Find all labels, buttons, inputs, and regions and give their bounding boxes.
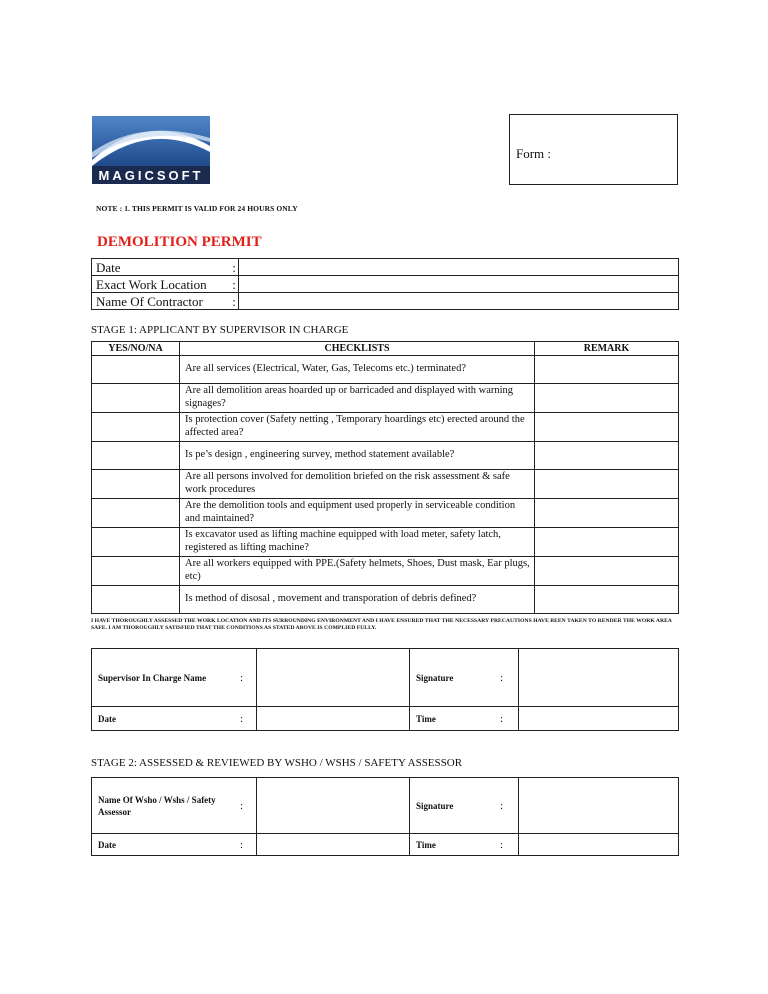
contractor-field[interactable] xyxy=(239,293,679,310)
checklist-item: Are all services (Electrical, Water, Gas, Telecoms etc.) terminated? xyxy=(180,356,535,384)
company-logo xyxy=(92,116,210,184)
date-field[interactable] xyxy=(239,259,679,276)
colon: : xyxy=(494,707,519,731)
supervisor-signature-table xyxy=(91,648,679,731)
remark-cell[interactable] xyxy=(535,384,679,413)
checklist-row xyxy=(92,384,679,413)
info-row-contractor xyxy=(92,293,679,310)
assessor-date-field[interactable] xyxy=(257,834,410,856)
checklist-item: Is method of disosal , movement and transporation of debris defined? xyxy=(180,586,535,614)
checklist-row xyxy=(92,442,679,470)
supervisor-name-field[interactable] xyxy=(257,649,410,707)
yes-no-na-header: YES/NO/NA xyxy=(92,342,180,356)
colon: : xyxy=(494,834,519,856)
colon: : xyxy=(234,707,257,731)
signature-label: Signature xyxy=(410,649,495,707)
sign-row xyxy=(92,778,679,834)
info-colon: : xyxy=(230,293,239,310)
date-time-row xyxy=(92,707,679,731)
remark-cell[interactable] xyxy=(535,442,679,470)
checklist-item: Are the demolition tools and equipment used properly in serviceable condition and maintained? xyxy=(180,499,535,528)
colon: : xyxy=(234,778,257,834)
date-label: Date xyxy=(92,707,235,731)
time-label: Time xyxy=(410,834,495,856)
work-location-field[interactable] xyxy=(239,276,679,293)
form-label: Form : xyxy=(516,146,552,161)
remark-cell[interactable] xyxy=(535,528,679,557)
time-label: Time xyxy=(410,707,495,731)
yes-no-na-cell[interactable] xyxy=(92,470,180,499)
checklist-item: Are all workers equipped with PPE.(Safety helmets, Shoes, Dust mask, Ear plugs, etc) xyxy=(180,557,535,586)
assessor-name-label: Name Of Wsho / Wshs / Safety Assessor xyxy=(92,778,235,834)
permit-title: DEMOLITION PERMIT xyxy=(97,234,262,250)
remark-cell[interactable] xyxy=(535,557,679,586)
signature-label: Signature xyxy=(410,778,495,834)
stage1-heading: STAGE 1: APPLICANT BY SUPERVISOR IN CHARGE xyxy=(91,324,349,336)
colon: : xyxy=(494,778,519,834)
remark-cell[interactable] xyxy=(535,413,679,442)
assessor-name-field[interactable] xyxy=(257,778,410,834)
yes-no-na-cell[interactable] xyxy=(92,499,180,528)
colon: : xyxy=(494,649,519,707)
colon: : xyxy=(234,834,257,856)
checklist-item: Is protection cover (Safety netting , Temporary hoardings etc) erected around the affected area? xyxy=(180,413,535,442)
yes-no-na-cell[interactable] xyxy=(92,384,180,413)
yes-no-na-cell[interactable] xyxy=(92,413,180,442)
remark-cell[interactable] xyxy=(535,586,679,614)
info-label: Exact Work Location xyxy=(92,276,231,293)
declaration-text: I HAVE THOROUGHLY ASSESSED THE WORK LOCATION AND ITS SURROUNDING ENVIRONMENT AND I HAVE ENSURED THAT THE NECESSARY PRECAUTIONS HAVE BEEN TAKEN TO RENDER THE WORK AREA SAFE. I AM THOROUGHLY SATISFIED THAT THE CONDITIONS AS STATED ABOVE IS COMPLIED FULLY. xyxy=(91,618,672,631)
yes-no-na-cell[interactable] xyxy=(92,557,180,586)
yes-no-na-cell[interactable] xyxy=(92,356,180,384)
checklist-header-row xyxy=(92,342,679,356)
remark-cell[interactable] xyxy=(535,499,679,528)
info-row-location xyxy=(92,276,679,293)
remark-cell[interactable] xyxy=(535,470,679,499)
logo-text: MAGICSOFT xyxy=(98,168,204,183)
remark-cell[interactable] xyxy=(535,356,679,384)
validity-note: NOTE : 1. THIS PERMIT IS VALID FOR 24 HOURS ONLY xyxy=(96,204,298,213)
form-box xyxy=(509,114,678,185)
yes-no-na-cell[interactable] xyxy=(92,528,180,557)
info-colon: : xyxy=(230,276,239,293)
supervisor-name-label: Supervisor In Charge Name xyxy=(92,649,235,707)
yes-no-na-cell[interactable] xyxy=(92,442,180,470)
checklist-row xyxy=(92,586,679,614)
checklist-row xyxy=(92,356,679,384)
supervisor-date-field[interactable] xyxy=(257,707,410,731)
yes-no-na-cell[interactable] xyxy=(92,586,180,614)
checklist-row xyxy=(92,557,679,586)
checklists-header: CHECKLISTS xyxy=(180,342,535,356)
remark-header: REMARK xyxy=(535,342,679,356)
stage2-heading: STAGE 2: ASSESSED & REVIEWED BY WSHO / WSHS / SAFETY ASSESSOR xyxy=(91,757,463,769)
date-time-row xyxy=(92,834,679,856)
checklist-row xyxy=(92,470,679,499)
assessor-signature-field[interactable] xyxy=(519,778,679,834)
info-label: Date xyxy=(92,259,231,276)
supervisor-signature-field[interactable] xyxy=(519,649,679,707)
checklist-item: Are all persons involved for demolition briefed on the risk assessment & safe work procedures xyxy=(180,470,535,499)
date-label: Date xyxy=(92,834,235,856)
supervisor-time-field[interactable] xyxy=(519,707,679,731)
checklist-row xyxy=(92,413,679,442)
checklist-row xyxy=(92,499,679,528)
assessor-time-field[interactable] xyxy=(519,834,679,856)
checklist-row xyxy=(92,528,679,557)
checklist-item: Is excavator used as lifting machine equipped with load meter, safety latch, registered as lifting machine? xyxy=(180,528,535,557)
checklist-item: Are all demolition areas hoarded up or barricaded and displayed with warning signages? xyxy=(180,384,535,413)
sign-row xyxy=(92,649,679,707)
assessor-signature-table xyxy=(91,777,679,856)
info-row-date xyxy=(92,259,679,276)
checklist-table xyxy=(91,341,679,614)
info-colon: : xyxy=(230,259,239,276)
colon: : xyxy=(234,649,257,707)
checklist-item: Is pe’s design , engineering survey, method statement available? xyxy=(180,442,535,470)
permit-info-table xyxy=(91,258,679,310)
info-label: Name Of Contractor xyxy=(92,293,231,310)
